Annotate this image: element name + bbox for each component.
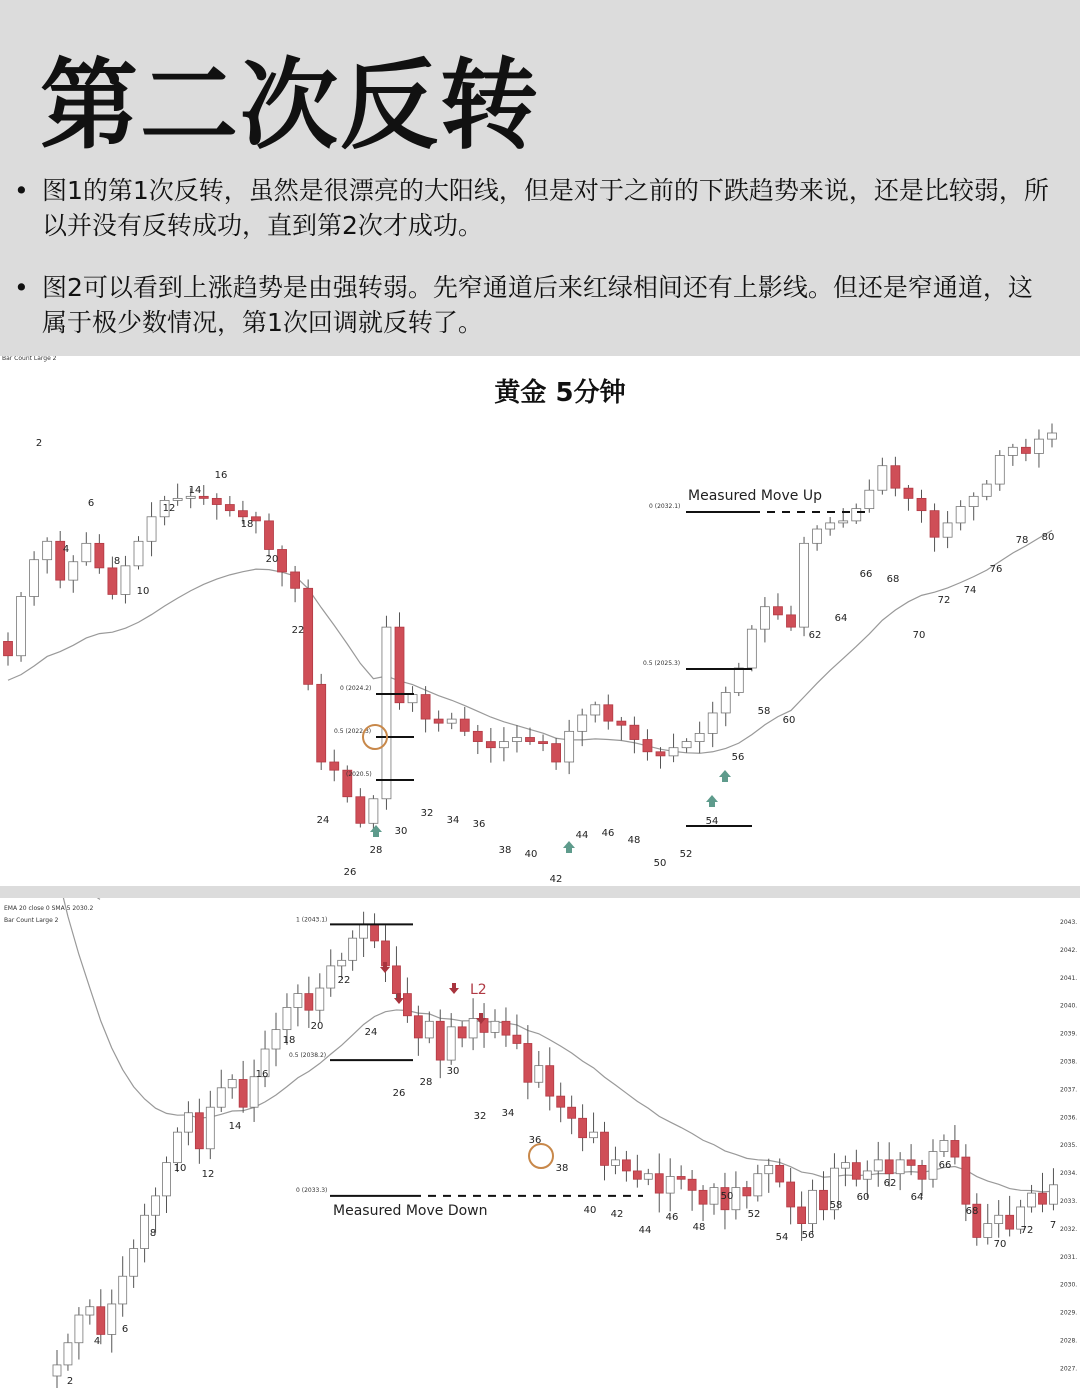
- candle: [447, 719, 456, 723]
- candle: [601, 1132, 609, 1165]
- candle: [885, 1160, 893, 1174]
- candle: [1034, 439, 1043, 453]
- candle: [695, 733, 704, 741]
- candle: [69, 562, 78, 580]
- chart-panel-2: [0, 898, 1080, 1388]
- candle: [591, 705, 600, 715]
- bar-count-label: 10: [136, 586, 150, 597]
- candle: [349, 938, 357, 960]
- fib-label: 1 (2043.1): [296, 916, 328, 924]
- candle: [826, 523, 835, 529]
- candle: [734, 668, 743, 693]
- bar-count-label: 36: [528, 1135, 542, 1146]
- candle: [930, 511, 939, 538]
- candle: [765, 1165, 773, 1173]
- candle: [360, 924, 368, 938]
- up-arrow-icon: [706, 795, 718, 807]
- candle: [552, 744, 561, 762]
- candle: [865, 490, 874, 508]
- candlestick-chart-2: [0, 898, 1080, 1388]
- candle: [535, 1066, 543, 1083]
- candle: [184, 1113, 192, 1132]
- bar-count-label: 44: [575, 830, 589, 841]
- candle: [633, 1171, 641, 1179]
- bar-count-label: 54: [775, 1232, 789, 1243]
- y-tick-label: 2040.: [1060, 1002, 1078, 1010]
- bar-count-label: 62: [883, 1178, 897, 1189]
- bar-count-label: 4: [93, 1336, 101, 1347]
- bar-count-label: 32: [473, 1111, 487, 1122]
- bar-count-label: 56: [731, 752, 745, 763]
- candle: [956, 507, 965, 523]
- candlestick-chart-1: [0, 356, 1080, 886]
- candle: [776, 1165, 784, 1182]
- candle: [141, 1215, 149, 1248]
- candle: [962, 1157, 970, 1204]
- chart-panel-1: [0, 356, 1080, 886]
- candle: [291, 572, 300, 588]
- candle: [669, 748, 678, 756]
- bullet-dot-icon: •: [14, 176, 29, 205]
- y-tick-label: 2039.: [1060, 1030, 1078, 1038]
- candle: [995, 1215, 1003, 1223]
- candle: [656, 752, 665, 756]
- y-tick-label: 2029.: [1060, 1309, 1078, 1317]
- candle: [969, 496, 978, 506]
- down-arrow-icon: [449, 983, 459, 994]
- candle: [1028, 1193, 1036, 1207]
- candle: [896, 1160, 904, 1174]
- bar-count-label: 24: [316, 815, 330, 826]
- bar-count-label: 60: [856, 1192, 870, 1203]
- y-tick-label: 2031.: [1060, 1253, 1078, 1261]
- candle: [206, 1107, 214, 1149]
- bar-count-label: 10: [173, 1163, 187, 1174]
- candle: [486, 742, 495, 748]
- candle: [891, 466, 900, 488]
- candle: [499, 742, 508, 748]
- bar-count-label: 28: [419, 1077, 433, 1088]
- candle: [278, 549, 287, 571]
- bar-count-label: 18: [282, 1035, 296, 1046]
- candle: [1049, 1185, 1057, 1204]
- candle: [995, 455, 1004, 484]
- highlight-circle: [529, 1144, 553, 1168]
- bar-count-label: 58: [829, 1200, 843, 1211]
- candle: [130, 1249, 138, 1277]
- page-title: 第二次反转: [40, 49, 541, 163]
- bar-count-label: 74: [963, 585, 977, 596]
- bar-count-label: 50: [720, 1191, 734, 1202]
- candle: [408, 695, 417, 703]
- candle: [798, 1207, 806, 1224]
- candle: [414, 1016, 422, 1038]
- l2-label: L2: [470, 982, 487, 998]
- bar-count-label: 42: [549, 874, 563, 885]
- up-arrow-icon: [719, 770, 731, 782]
- candle: [403, 994, 411, 1016]
- measured-move-label: Measured Move Up: [688, 488, 822, 504]
- down-arrow-icon: [394, 993, 404, 1004]
- bar-count-label: 4: [62, 544, 70, 555]
- candle: [852, 509, 861, 521]
- candle: [655, 1174, 663, 1193]
- bar-count-label: 32: [420, 808, 434, 819]
- fib-label: 0.5 (2025.3): [643, 660, 681, 667]
- bar-count-label: 22: [337, 975, 351, 986]
- candle: [473, 731, 482, 741]
- panel-caption: Bar Count Large 2: [4, 917, 59, 924]
- chart-title: 黄金 5分钟: [494, 378, 626, 408]
- bar-count-label: 48: [692, 1222, 706, 1233]
- candle: [539, 742, 548, 744]
- candle: [186, 496, 195, 498]
- bar-count-label: 14: [228, 1121, 242, 1132]
- candle: [565, 731, 574, 762]
- bar-count-label: 66: [938, 1160, 952, 1171]
- fib-label: (2020.5): [346, 771, 372, 778]
- bar-count-label: 2: [35, 438, 43, 449]
- candle: [327, 966, 335, 988]
- candle: [97, 1307, 105, 1335]
- panel-caption: EMA 20 close 0 SMA 5 2030.2: [4, 905, 94, 912]
- candle: [283, 1007, 291, 1029]
- candle: [743, 1188, 751, 1196]
- bar-count-label: 6: [87, 498, 95, 509]
- y-tick-label: 2028.: [1060, 1337, 1078, 1345]
- candle: [82, 543, 91, 561]
- candle: [108, 568, 117, 595]
- candle: [75, 1315, 83, 1343]
- bar-count-label: 34: [446, 815, 460, 826]
- candle: [436, 1021, 444, 1060]
- candle: [546, 1066, 554, 1096]
- candle: [371, 924, 379, 941]
- candle: [305, 994, 313, 1011]
- candle: [447, 1027, 455, 1060]
- candle: [863, 1171, 871, 1179]
- candle: [951, 1140, 959, 1157]
- candle: [800, 543, 809, 627]
- bar-count-label: 52: [747, 1209, 761, 1220]
- bar-count-label: 72: [937, 595, 951, 606]
- candle: [119, 1276, 127, 1304]
- fib-label: 0 (2024.2): [340, 685, 372, 692]
- candle: [513, 1035, 521, 1043]
- bar-count-label: 80: [1041, 532, 1055, 543]
- candle: [622, 1160, 630, 1171]
- bar-count-label: 40: [524, 849, 538, 860]
- fib-label: 0 (2033.3): [296, 1186, 328, 1194]
- candle: [317, 684, 326, 762]
- bullet-text: 图2可以看到上涨趋势是由强转弱。先窄通道后来红绿相间还有上影线。但还是窄通道，这属于极少数情况，第1次回调就反转了。: [42, 273, 1033, 337]
- candle: [338, 960, 346, 966]
- candle: [239, 1079, 247, 1107]
- bar-count-label: 22: [291, 625, 305, 636]
- bar-count-label: 54: [705, 816, 719, 827]
- bar-count-label: 7: [1049, 1220, 1057, 1231]
- candle: [852, 1163, 860, 1180]
- candle: [1008, 447, 1017, 455]
- candle: [754, 1174, 762, 1196]
- bar-count-label: 76: [989, 564, 1003, 575]
- candle: [356, 797, 365, 824]
- candle: [578, 715, 587, 731]
- candle: [265, 521, 274, 550]
- candle: [173, 1132, 181, 1162]
- candle: [173, 498, 182, 500]
- candle: [195, 1113, 203, 1149]
- bar-count-label: 46: [601, 828, 615, 839]
- y-tick-label: 2033.: [1060, 1198, 1078, 1205]
- candle: [773, 607, 782, 615]
- bar-count-label: 18: [240, 519, 254, 530]
- candle: [666, 1176, 674, 1193]
- candle: [1006, 1215, 1014, 1229]
- candle: [502, 1021, 510, 1035]
- bar-count-label: 36: [472, 819, 486, 830]
- y-tick-label: 2034.: [1060, 1170, 1078, 1178]
- candle: [152, 1196, 160, 1215]
- candle: [1039, 1193, 1047, 1204]
- bar-count-label: 72: [1020, 1225, 1034, 1236]
- bar-count-label: 50: [653, 858, 667, 869]
- bar-count-label: 44: [638, 1225, 652, 1236]
- y-tick-label: 2035.: [1060, 1142, 1078, 1150]
- candle: [434, 719, 443, 723]
- candle: [491, 1021, 499, 1032]
- bar-count-label: 24: [364, 1027, 378, 1038]
- bar-count-label: 68: [965, 1206, 979, 1217]
- candle: [904, 488, 913, 498]
- candle: [134, 541, 143, 566]
- candle: [820, 1190, 828, 1209]
- candle: [425, 1021, 433, 1038]
- bullet-item: [14, 173, 1054, 243]
- candle: [841, 1163, 849, 1169]
- up-arrow-icon: [370, 825, 382, 837]
- candle: [1048, 433, 1057, 439]
- candle: [121, 566, 130, 595]
- candle: [382, 627, 391, 799]
- bar-count-label: 38: [498, 845, 512, 856]
- bar-count-label: 12: [201, 1169, 215, 1180]
- candle: [644, 1174, 652, 1180]
- candle: [677, 1176, 685, 1179]
- fib-label: 0.5 (2022.3): [334, 728, 372, 735]
- bar-count-label: 66: [859, 569, 873, 580]
- bar-count-label: 12: [162, 503, 176, 514]
- bar-count-label: 78: [1015, 535, 1029, 546]
- candle: [421, 695, 430, 720]
- candle: [787, 1182, 795, 1207]
- bar-count-label: 6: [121, 1324, 129, 1335]
- candle: [568, 1107, 576, 1118]
- y-tick-label: 2036.: [1060, 1114, 1078, 1122]
- candle: [643, 740, 652, 752]
- header: [0, 0, 1080, 356]
- candle: [304, 588, 313, 684]
- candle: [460, 719, 469, 731]
- moving-average-line: [8, 530, 1052, 753]
- candle: [747, 629, 756, 668]
- candle: [809, 1190, 817, 1223]
- candle: [512, 737, 521, 741]
- candle: [874, 1160, 882, 1171]
- bar-count-label: 16: [255, 1069, 269, 1080]
- bar-count-label: 40: [583, 1205, 597, 1216]
- bar-count-label: 26: [392, 1088, 406, 1099]
- candle: [294, 994, 302, 1008]
- measured-move-label: Measured Move Down: [333, 1202, 488, 1219]
- candle: [721, 693, 730, 713]
- candle: [272, 1030, 280, 1049]
- candle: [929, 1152, 937, 1180]
- bar-count-label: 8: [149, 1228, 157, 1239]
- y-tick-label: 2027.: [1060, 1365, 1078, 1373]
- y-tick-label: 2038.: [1060, 1058, 1078, 1066]
- candle: [688, 1179, 696, 1190]
- candle: [217, 1088, 225, 1107]
- candle: [839, 521, 848, 523]
- candle: [699, 1190, 707, 1204]
- candle: [940, 1140, 948, 1151]
- candle: [524, 1043, 532, 1082]
- candle: [590, 1132, 598, 1138]
- candle: [53, 1365, 61, 1376]
- candle: [238, 511, 247, 517]
- y-tick-label: 2043.: [1060, 919, 1078, 926]
- bar-count-label: 28: [369, 845, 383, 856]
- bar-count-label: 42: [610, 1209, 624, 1220]
- bar-count-label: 16: [214, 470, 228, 481]
- candle: [604, 705, 613, 721]
- bar-count-label: 62: [808, 630, 822, 641]
- candle: [458, 1027, 466, 1038]
- bar-count-label: 38: [555, 1163, 569, 1174]
- candle: [984, 1224, 992, 1238]
- candle: [579, 1118, 587, 1137]
- y-tick-label: 2032.: [1060, 1225, 1078, 1233]
- candle: [395, 627, 404, 703]
- bar-count-label: 30: [394, 826, 408, 837]
- bar-count-label: 2: [66, 1376, 74, 1387]
- candle: [982, 484, 991, 496]
- bar-count-label: 34: [501, 1108, 515, 1119]
- bar-count-label: 60: [782, 715, 796, 726]
- candle: [917, 498, 926, 510]
- bar-count-label: 26: [343, 867, 357, 878]
- fib-label: 0.5 (2038.2): [289, 1052, 327, 1060]
- candle: [617, 721, 626, 725]
- candle: [557, 1096, 565, 1107]
- y-tick-label: 2030.: [1060, 1281, 1078, 1289]
- candle: [108, 1304, 116, 1334]
- candle: [163, 1163, 171, 1196]
- candle: [918, 1165, 926, 1179]
- candle: [43, 541, 52, 559]
- bullet-item: [14, 270, 1054, 340]
- y-tick-label: 2042.: [1060, 946, 1078, 954]
- candle: [760, 607, 769, 629]
- candle: [392, 966, 400, 994]
- bar-count-label: 64: [834, 613, 848, 624]
- candle: [943, 523, 952, 537]
- candle: [330, 762, 339, 770]
- up-arrow-icon: [563, 841, 575, 853]
- candle: [907, 1160, 915, 1166]
- candle: [878, 466, 887, 491]
- bar-count-label: 58: [757, 706, 771, 717]
- candle: [225, 505, 234, 511]
- bar-count-label: 52: [679, 849, 693, 860]
- candle: [4, 641, 13, 655]
- bar-count-label: 70: [993, 1239, 1007, 1250]
- y-tick-label: 2041.: [1060, 974, 1078, 982]
- candle: [95, 543, 104, 568]
- bar-count-label: 20: [310, 1021, 324, 1032]
- candle: [682, 742, 691, 748]
- candle: [369, 799, 378, 824]
- candle: [526, 737, 535, 741]
- bullet-dot-icon: •: [14, 273, 29, 302]
- candle: [199, 496, 208, 498]
- bar-count-label: 48: [627, 835, 641, 846]
- candle: [86, 1307, 94, 1315]
- candle: [813, 529, 822, 543]
- bullet-text: 图1的第1次反转，虽然是很漂亮的大阳线，但是对于之前的下跌趋势来说，还是比较弱，所以并没有反转成功，直到第2次才成功。: [42, 176, 1049, 240]
- bar-count-label: 56: [801, 1230, 815, 1241]
- candle: [17, 596, 26, 655]
- candle: [708, 713, 717, 733]
- candle: [710, 1188, 718, 1205]
- bar-count-label: 20: [265, 554, 279, 565]
- candle: [316, 988, 324, 1010]
- candle: [30, 560, 39, 597]
- candle: [147, 517, 156, 542]
- panel-caption: Bar Count Large 2: [2, 356, 57, 362]
- bar-count-label: 14: [188, 485, 202, 496]
- fib-label: 0 (2032.1): [649, 503, 681, 510]
- candle: [469, 1019, 477, 1038]
- candle: [250, 1077, 258, 1107]
- bar-count-label: 46: [665, 1212, 679, 1223]
- candle: [1021, 447, 1030, 453]
- bar-count-label: 70: [912, 630, 926, 641]
- bar-count-label: 64: [910, 1192, 924, 1203]
- candle: [212, 498, 221, 504]
- candle: [64, 1343, 72, 1365]
- candle: [630, 725, 639, 739]
- candle: [611, 1160, 619, 1166]
- candle: [228, 1079, 236, 1087]
- candle: [787, 615, 796, 627]
- bar-count-label: 68: [886, 574, 900, 585]
- y-tick-label: 2037.: [1060, 1086, 1078, 1094]
- bar-count-label: 30: [446, 1066, 460, 1077]
- bar-count-label: 8: [113, 556, 121, 567]
